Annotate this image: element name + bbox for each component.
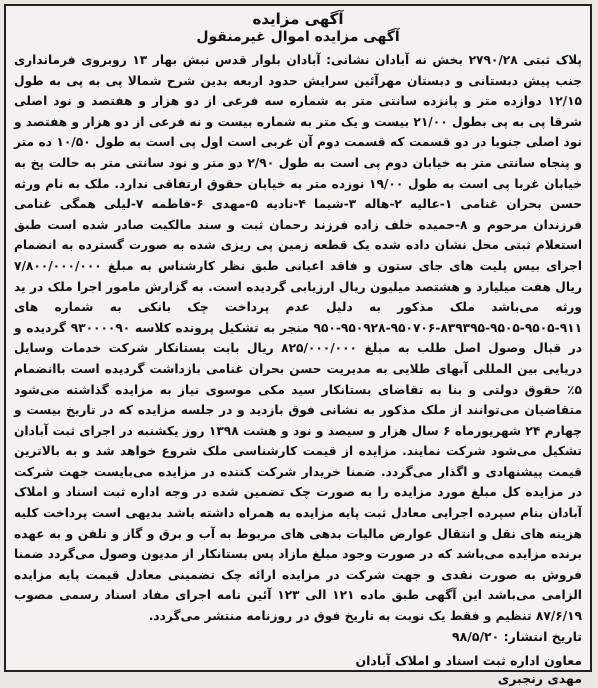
signature-block	[14, 652, 582, 688]
notice-title: آگهی مزایده	[252, 10, 344, 28]
publish-date: تاریخ انتشار: ۹۸/۵/۲۰	[452, 628, 582, 644]
notice-subtitle: آگهی مزایده اموال غیرمنقول	[196, 29, 400, 45]
notice-body: پلاک ثبتی ۲۷۹۰/۲۸ بخش نه آبادان نشانی: آبادان بلوار قدس نبش بهار ۱۳ روبروی فرمانداری جنب پیش دبستانی و دبستان مهرآئین سرایش حدود اربعه بدین شرح شمالا پی به پی به طول ۱۲/۱۵ دوازده متر و پانزده سانتی متر به شماره سه فرعی از دو هزار و هفتصد و نود اصلی شرقا پی به پی بطول ۲۱/۰۰ بیست و یک متر به شماره بیست و نه فرعی از دو هزار و هفتصد و نود اصلی جنوبا در دو قسمت که قسمت دوم آن غربی است اول پی است به طول ۱۰/۵۰ ده متر و پنجاه سانتی متر به خیابان دوم پی است به طول ۲/۹۰ دو متر و نود سانتی متر به حالت پخ به خیابان غربا پی است به طول ۱۹/۰۰ نوزده متر به خیابان حقوق ارتفاقی ندارد. ملک به نام ورثه حسن بحران غنامی ۱-عالیه ۲-هاله ۳-شیما ۴-نادیه ۵-مهدی ۶-فاطمه ۷-لیلی همگی غنامی فرزندان مرحوم و ۸-حمیده خلف زاده فرزند رحمان ثبت و سند مالکیت صادر شده است طبق استعلام ثبتی محل نشان داده شده یک قطعه زمین پی ریزی شده به صورت گسترده به انضمام اجرای بیس پلیت های جای ستون و فاقد اعیانی طبق نظر کارشناس به مبلغ ۷/۸۰۰/۰۰۰/۰۰۰ ریال هفت میلیارد و هشتصد میلیون ریال ارزیابی گردیده است. به گزارش مامور اجرا ملک در ید ورثه می‌باشد ملک مذکور به دلیل عدم پرداخت چک بانکی به شماره های ۹۱۱-۹۵۰۵-۹۵۰۵-۸۳۹۳۹۵-۹۵۰۷۰۶-۹۵۰۹۲۸-۹۵۰ منجر به تشکیل پرونده کلاسه ۹۳۰۰۰۰۹۰ گردیده و در قبال وصول اصل طلب به مبلغ ۸۲۵/۰۰۰/۰۰۰ ریال بابت بستانکار شرکت خدمات وسایل دریایی بین المللی آبهای طلایی به مدیریت حسن بحران غنامی بازداشت گردیده است باانضمام ۵٪ حقوق دولتی و بنا به تقاضای بستانکار سید مکی موسوی نیاز به مزایده گذاشته می‌شود متقاضیان می‌توانند از ملک مذکور به نشانی فوق بازدید و در جلسه مزایده که در تاریخ بیست و چهارم ۲۴ شهریورماه ۶ سال هزار و سیصد و نود و هشت ۱۳۹۸ روز یکشنبه در اجرای ثبت آبادان تشکیل می‌شود شرکت نمایند. مزایده از قیمت کارشناسی ملک شروع خواهد شد و به بالاترین قیمت پیشنهادی و اگذار می‌گردد. ضمنا خریدار شرکت کننده در مزایده می‌بایست جهت شرکت در مزایده کل مبلغ مورد مزایده را به صورت چک تضمین شده در وجه اداره ثبت اسناد و املاک آبادان بنام سپرده اجرایی معادل ثبت پایه مزایده به همراه داشته باشد بدیهی است پرداخت کلیه هزینه های نقل و انتقال عوارض مالیات بدهی های مربوط به آب و برق و گاز و تلفن و به عهده برنده مزایده می‌باشد که در صورت وجود مبلغ مازاد پس بستانکار از مدیون وصول می‌گردد ضمنا فروش به صورت نقدی و جهت شرکت در مزایده ارائه چک تضمینی معادل قیمت پایه مزایده الزامی می‌باشد این آگهی طبق ماده ۱۲۱ الی ۱۲۳ آئین نامه اجرای مفاد اسناد رسمی مصوب ۸۷/۶/۱۹ تنظیم و فقط یک نوبت به تاریخ فوق در روزنامه منتشر می‌گردد.	[14, 53, 583, 624]
auction-notice-clipping	[4, 4, 592, 686]
signature-name: مهدی رنجبری	[497, 670, 582, 686]
signature-title: معاون اداره ثبت اسناد و املاک آبادان	[355, 652, 582, 668]
